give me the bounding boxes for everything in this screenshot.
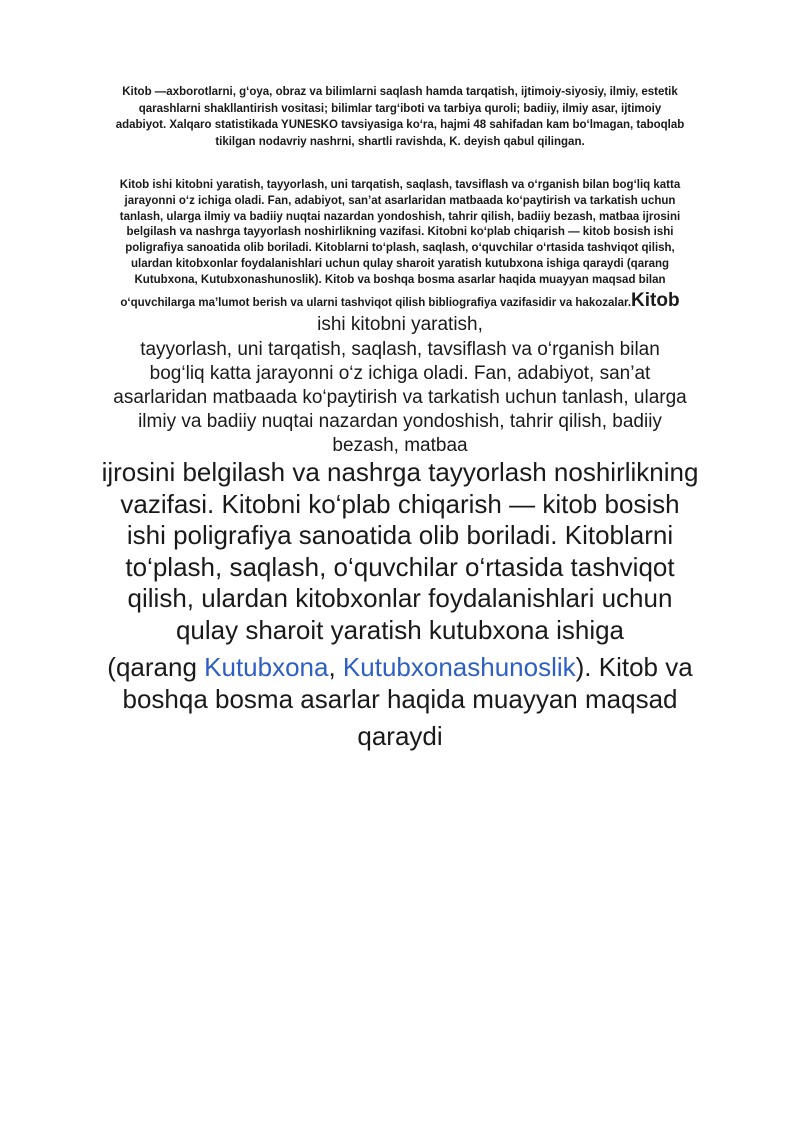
paragraph-definition: Kitob —axborotlarni, g‘oya, obraz va bilimlarni saqlash hamda tarqatish, ijtimoiy-siyosiy, ilmiy, estetik qarashlarni shakllantirish vositasi; bilimlar targ‘iboti va tarbiya quroli; badiiy, ilmiy asar, ijtimoiy adabiyot. Xalqaro statistikada YUNESKO tavsiyasiga ko‘ra, hajmi 48 sahifadan kam bo‘lmagan, taboqlab tikilgan nodavriy nashrni, shartli ravishda, K. deyish qabul qilingan.: [115, 86, 685, 148]
link-separator: ,: [328, 652, 343, 682]
paragraph-qaraydi: qaraydi: [357, 721, 443, 751]
paragraph-kitob-ishi-small-text: Kitob ishi kitobni yaratish, tayyorlash, uni tarqatish, saqlash, tavsiflash va o‘rganish bilan bog‘liq katta jarayonni o‘z ichiga oladi. Fan, adabiyot, san’at asarlaridan matbaada ko‘paytirish va tarkatish uchun tanlash, ularga ilmiy va badiiy nuqtai nazardan yondoshish, tahrir qilish, badiiy bezash, matbaa ijrosini belgilash va nashrga tayyorlash noshirlikning vazifasi. Kitobni ko‘plab chiqarish — kitob bosish ishi poligrafiya sanoatida olib boriladi. Kitoblarni to‘plash, saqlash, o‘quvchilar o‘rtasida tashviqot qilish, ulardan kitobxonlar foydalanishlari uchun qulay sharoit yaratish kutubxona ishiga qaraydi (qarang Kutubxona, Kutubxonashunoslik). Kitob va boshqa bosma asarlar haqida muayyan maqsad bilan o‘quvchilarga ma’lumot berish va ularni tashviqot qilish bibliografiya vazifasidir va hakozalar.: [119, 179, 681, 309]
link-kutubxonashunoslik[interactable]: Kutubxonashunoslik: [342, 652, 576, 682]
kitob-heading-word: Kitob: [631, 289, 680, 311]
paragraph-noshirlik: ijrosini belgilash va nashrga tayyorlash noshirlikning vazifasi. Kitobni ko‘plab chiqarish — kitob bosish ishi poligrafiya sanoatida olib boriladi. Kitoblarni to‘plash, saqlash, o‘quvchilar o‘rtasida tashviqot qilish, ulardan kitobxonlar foydalanishlari uchun qulay sharoit yaratish kutubxona ishiga: [101, 457, 699, 645]
qarang-prefix: (qarang: [107, 652, 205, 682]
paragraph-kitob-ishi: [112, 178, 688, 458]
paragraph-kitob-ishi-large-text: tayyorlash, uni tarqatish, saqlash, tavsiflash va o‘rganish bilan bog‘liq katta jarayonni o‘z ichiga oladi. Fan, adabiyot, san’at asarlaridan matbaada ko‘paytirish va tarkatish uchun tanlash, ularga ilmiy va badiiy nuqtai nazardan yondoshish, tahrir qilish, badiiy bezash, matbaa: [113, 338, 687, 456]
link-kutubxona[interactable]: Kutubxona: [204, 652, 329, 682]
qarang-suffix: ). Kitob va boshqa bosma asarlar haqida muayyan maqsad: [122, 652, 693, 714]
paragraph-kitob-ishi-inline-text: ishi kitobni yaratish,: [317, 313, 483, 335]
paragraph-qarang: [100, 652, 700, 715]
